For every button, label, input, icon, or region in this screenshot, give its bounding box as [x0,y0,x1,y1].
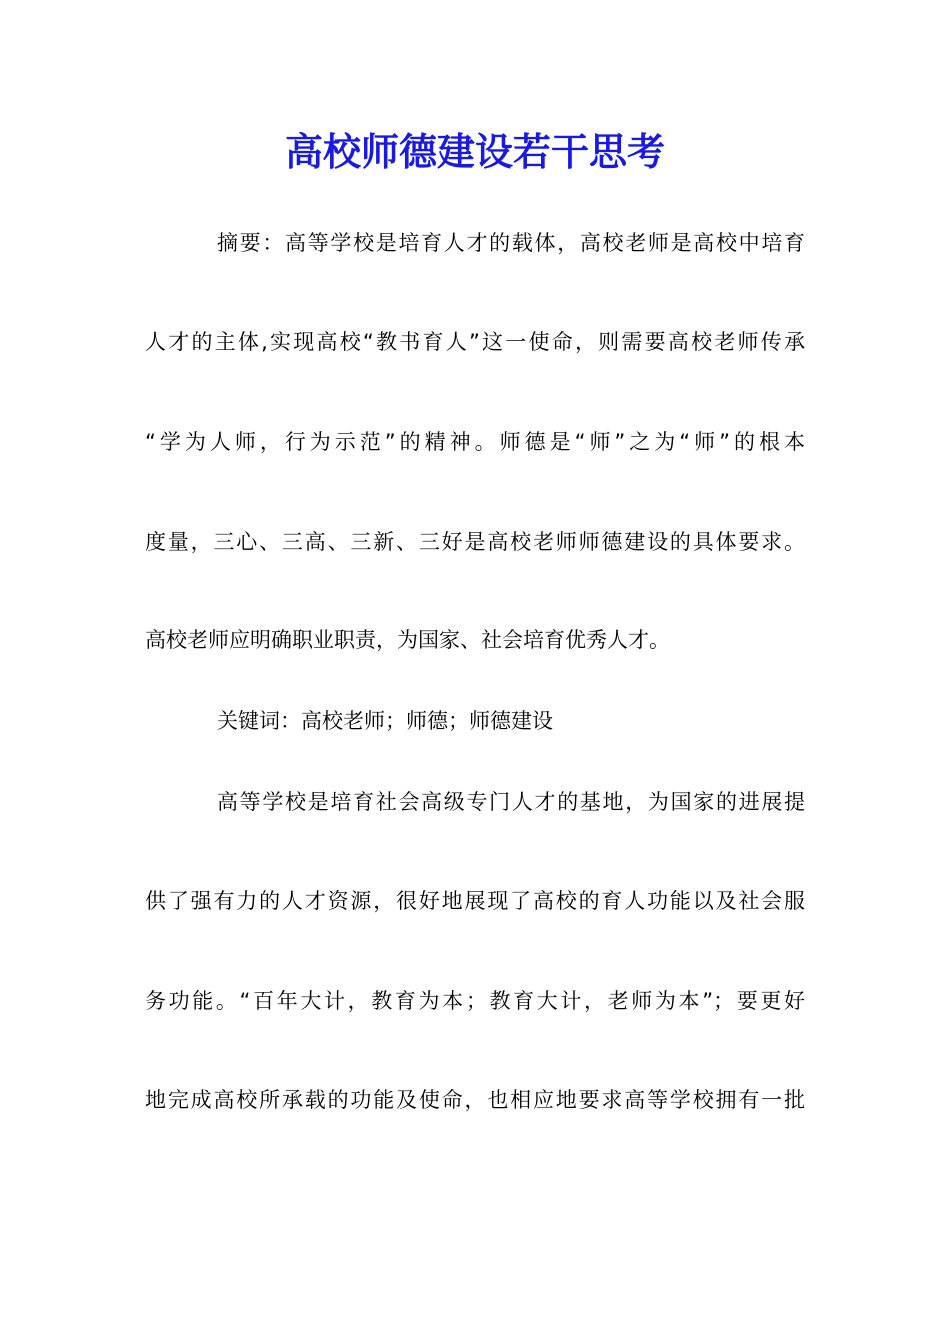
abstract-line-2: 人才的主体,实现高校“教书育人”这一使命，则需要高校老师传承 [145,330,805,354]
abstract-line-5: 高校老师应明确职业职责，为国家、社会培育优秀人才。 [145,628,670,652]
body-line-2: 供了强有力的人才资源，很好地展现了高校的育人功能以及社会服 [145,889,805,913]
keywords-line: 关键词：高校老师；师德；师德建设 [217,709,553,733]
body-line-1: 高等学校是培育社会高级专门人才的基地，为国家的进展提 [217,790,805,814]
abstract-line-1: 摘要：高等学校是培育人才的载体，高校老师是高校中培育 [217,231,805,255]
document-title: 高校师德建设若干思考 [284,129,665,174]
body-line-4: 地完成高校所承载的功能及使命，也相应地要求高等学校拥有一批 [145,1088,805,1112]
body-line-3: 务功能。“百年大计，教育为本；教育大计，老师为本”；要更好 [145,989,805,1013]
abstract-line-4: 度量，三心、三高、三新、三好是高校老师师德建设的具体要求。 [145,530,805,554]
abstract-line-3: “学为人师，行为示范”的精神。师德是“师”之为“师”的根本 [145,430,805,454]
